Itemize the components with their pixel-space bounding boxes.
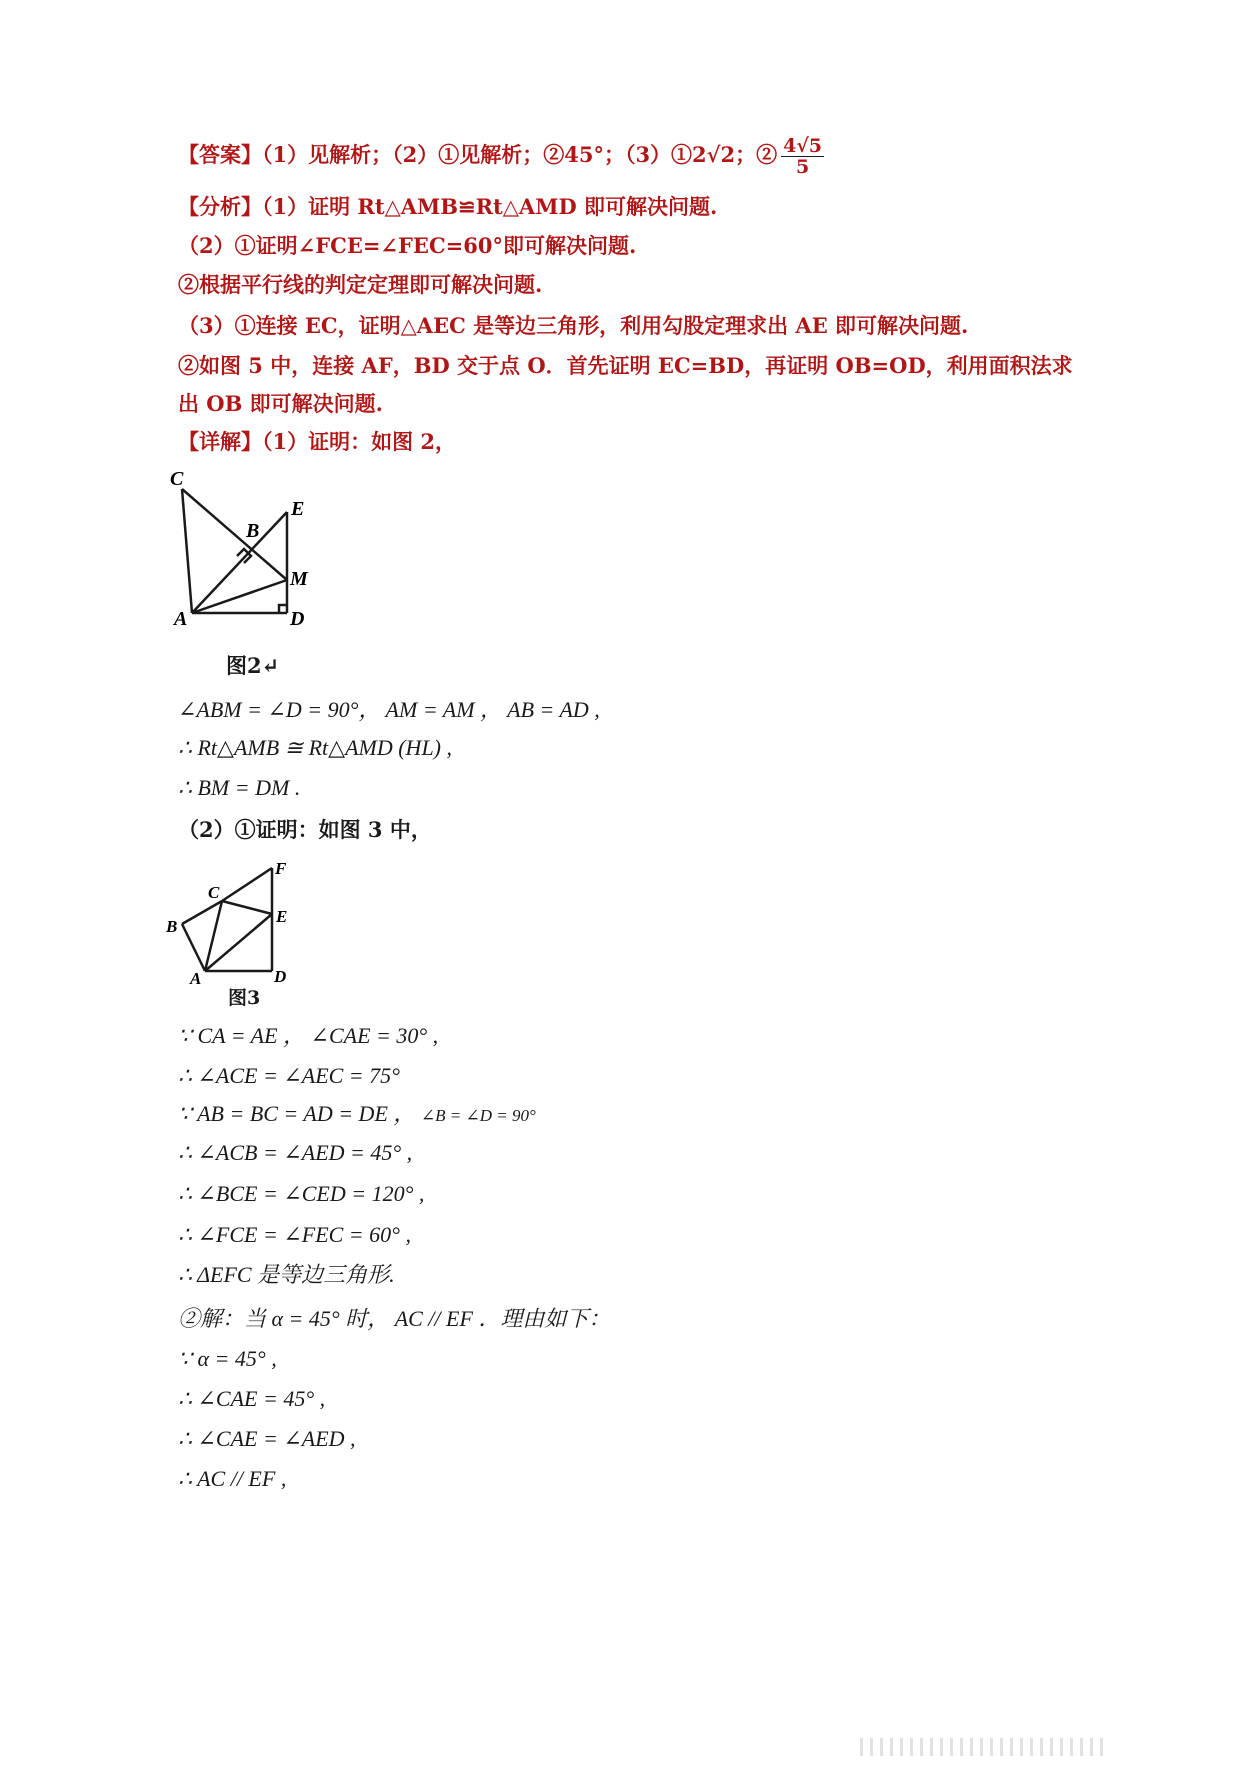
part2-line-1: （2）①证明：如图 3 中，: [178, 817, 432, 842]
proof2-line-7: ∴ ΔEFC 是等边三角形.: [178, 1262, 395, 1287]
fig3-label-F: F: [275, 859, 287, 878]
proof1-line-3: ∴ BM = DM .: [178, 775, 301, 800]
proof3-line-4: ∴ ∠CAE = ∠AED ,: [178, 1426, 356, 1451]
line-AE: [192, 512, 287, 613]
fraction-numerator: 4√5: [783, 135, 823, 157]
proof2-line-2: ∴ ∠ACE = ∠AEC = 75°: [178, 1063, 400, 1088]
fig3-label-E: E: [276, 907, 288, 926]
fig3-label-B: B: [166, 917, 178, 936]
fraction-denominator: 5: [795, 156, 810, 178]
figure-3-caption: 图3: [228, 987, 261, 1009]
fig2-label-A: A: [174, 608, 188, 630]
figure-2-diagram: [160, 465, 360, 640]
proof2-line-3b: ∠B = ∠D = 90°: [420, 1106, 536, 1125]
line-AE: [205, 914, 272, 971]
line-CA: [182, 489, 192, 613]
analysis-line-3: ②根据平行线的判定定理即可解决问题.: [178, 272, 543, 297]
line-AC: [205, 901, 222, 971]
fig2-label-M: M: [290, 568, 308, 590]
analysis-label: 【分析】: [178, 194, 262, 219]
detail-label: 【详解】: [178, 429, 262, 454]
line-BA: [182, 924, 205, 971]
figure-2-caption: 图2↵: [226, 653, 280, 678]
detail-line-1: [178, 427, 456, 457]
fig2-label-B: B: [246, 520, 260, 542]
answer-label: 【答案】: [178, 142, 262, 167]
proof2-line-5: ∴ ∠BCE = ∠CED = 120° ,: [178, 1181, 425, 1206]
fig2-label-C: C: [170, 468, 184, 490]
proof3-line-5: ∴ AC // EF ,: [178, 1466, 287, 1491]
analysis-line-4: （3）①连接 EC，证明△AEC 是等边三角形，利用勾股定理求出 AE 即可解决问题.: [178, 313, 969, 338]
proof3-line-2: ∵ α = 45° ,: [178, 1346, 277, 1371]
analysis-line-6: 出 OB 即可解决问题.: [178, 391, 383, 416]
proof3-line-1: ②解：当 α = 45° 时， AC // EF ．理由如下：: [178, 1306, 611, 1331]
fig3-label-A: A: [190, 969, 202, 988]
proof2-line-3a: ∵ AB = BC = AD = DE ，: [178, 1101, 416, 1126]
answer-fraction: [781, 136, 824, 177]
fig2-label-E: E: [291, 498, 305, 520]
scan-artifact: [860, 1738, 1110, 1756]
proof2-line-6: ∴ ∠FCE = ∠FEC = 60° ,: [178, 1222, 411, 1247]
proof1-line-2: ∴ Rt△AMB ≅ Rt△AMD (HL) ,: [178, 735, 453, 760]
proof2-line-4: ∴ ∠ACB = ∠AED = 45° ,: [178, 1140, 413, 1165]
analysis-line-2: （2）①证明∠FCE=∠FEC=60°即可解决问题.: [178, 233, 637, 258]
answer-line: [178, 136, 824, 177]
fig3-label-C: C: [208, 883, 220, 902]
proof3-line-3: ∴ ∠CAE = 45° ,: [178, 1386, 326, 1411]
analysis-line-1: [178, 192, 717, 222]
proof2-line-1: ∵ CA = AE ， ∠CAE = 30° ,: [178, 1023, 439, 1048]
figure-3-diagram: [160, 858, 310, 988]
line-CF: [222, 868, 272, 901]
analysis-text-1: （1）证明 Rt△AMB≌Rt△AMD 即可解决问题.: [262, 194, 718, 219]
proof2-line-3: [178, 1099, 536, 1131]
analysis-line-5: ②如图 5 中，连接 AF，BD 交于点 O．首先证明 EC=BD，再证明 OB=OD，利用面积法求: [178, 353, 1073, 378]
fig2-label-D: D: [290, 608, 305, 630]
detail-text-1: （1）证明：如图 2，: [262, 429, 457, 454]
answer-text: （1）见解析；（2）①见解析；②45°；（3）①2√2；②: [262, 142, 778, 167]
proof1-line-1: ∠ABM = ∠D = 90°， AM = AM ， AB = AD ,: [178, 697, 600, 722]
fig3-label-D: D: [274, 967, 287, 986]
line-CE: [222, 901, 272, 914]
